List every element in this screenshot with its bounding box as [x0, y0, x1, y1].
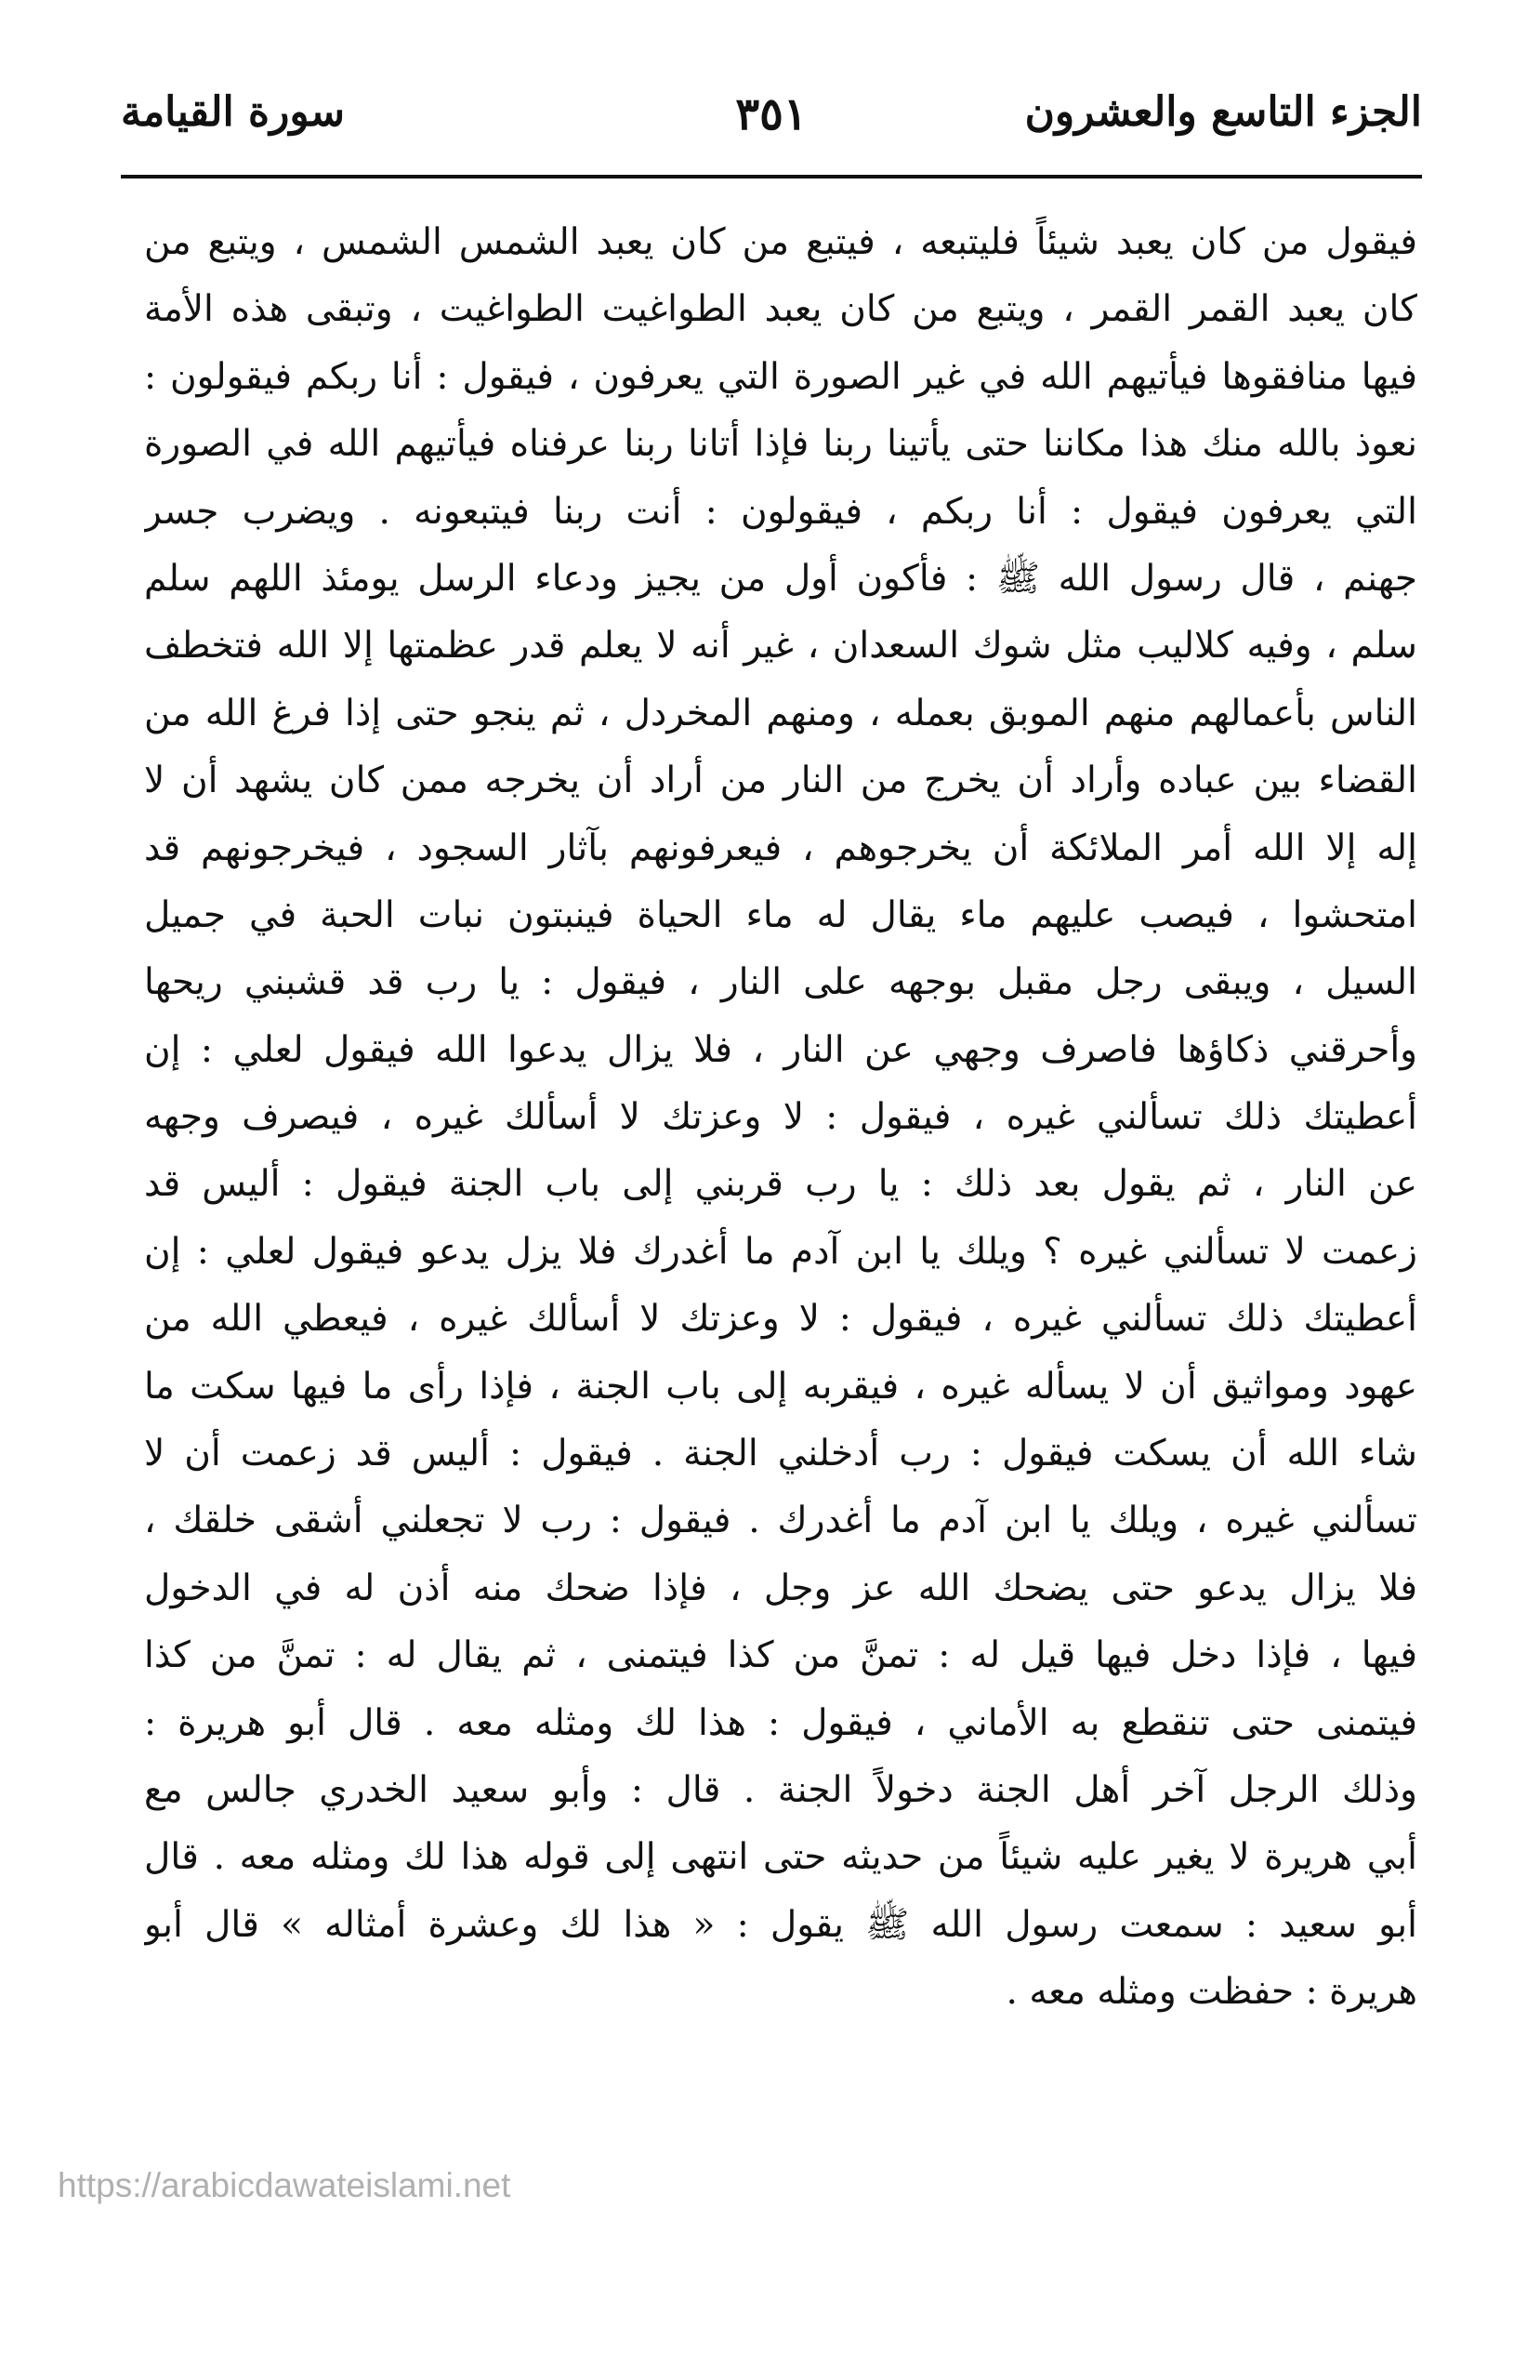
text-line: أبو سعيد : سمعت رسول الله ﷺ يقول : « هذا لك وعشرة أمثاله » قال أبو — [144, 1903, 1417, 1946]
text-line: فيها ، فإذا دخل فيها قيل له : تمنَّ من كذا فيتمنى ، ثم يقال له : تمنَّ من كذا — [144, 1634, 1417, 1677]
text-line: كان يعبد القمر القمر ، ويتبع من كان يعبد الطواغيت الطواغيت ، وتبقى هذه الأمة — [144, 288, 1417, 331]
text-line: أعطيتك ذلك تسألني غيره ، فيقول : لا وعزتك لا أسألك غيره ، فيصرف وجهه — [144, 1096, 1417, 1139]
text-line: وأحرقني ذكاؤها فاصرف وجهي عن النار ، فلا يزال يدعوا الله فيقول لعلي : إن — [144, 1028, 1417, 1071]
text-line: نعوذ بالله منك هذا مكاننا حتى يأتينا ربنا فإذا أتانا ربنا عرفناه فيأتيهم الله في الصورة — [144, 423, 1417, 466]
text-line: الناس بأعمالهم منهم الموبق بعمله ، ومنهم المخردل ، ثم ينجو حتى إذا فرغ الله من — [144, 692, 1417, 734]
text-line: هريرة : حفظت ومثله معه . — [1006, 1971, 1417, 2014]
text-line: فيقول من كان يعبد شيئاً فليتبعه ، فيتبع من كان يعبد الشمس الشمس ، ويتبع من — [144, 221, 1417, 263]
text-line: التي يعرفون فيقول : أنا ربكم ، فيقولون : أنت ربنا فيتبعونه . ويضرب جسر — [144, 490, 1417, 533]
main-text — [144, 209, 1417, 2027]
text-line: السيل ، ويبقى رجل مقبل بوجهه على النار ، فيقول : يا رب قد قشبني ريحها — [144, 961, 1417, 1004]
text-line: القضاء بين عباده وأراد أن يخرج من النار من أراد أن يخرجه ممن كان يشهد أن لا — [144, 760, 1417, 802]
surah-title: سورة القيامة — [121, 88, 345, 136]
text-line: زعمت لا تسألني غيره ؟ ويلك يا ابن آدم ما أغدرك فلا يزل يدعو فيقول لعلي : إن — [144, 1230, 1417, 1273]
text-line: عن النار ، ثم يقول بعد ذلك : يا رب قربني إلى باب الجنة فيقول : أليس قد — [144, 1163, 1417, 1206]
header-rule — [121, 175, 1422, 178]
text-line: أعطيتك ذلك تسألني غيره ، فيقول : لا وعزتك لا أسألك غيره ، فيعطي الله من — [144, 1298, 1417, 1341]
part-title: الجزء التاسع والعشرون — [1024, 88, 1422, 136]
text-line: إله إلا الله أمر الملائكة أن يخرجوهم ، فيعرفونهم بآثار السجود ، فيخرجونهم قد — [144, 826, 1417, 869]
text-line: سلم ، وفيه كلاليب مثل شوك السعدان ، غير أنه لا يعلم قدر عظمتها إلا الله فتخطف — [144, 625, 1417, 668]
text-line: عهود ومواثيق أن لا يسأله غيره ، فيقربه إلى باب الجنة ، فإذا رأى ما فيها سكت ما — [144, 1365, 1417, 1408]
text-line: فلا يزال يدعو حتى يضحك الله عز وجل ، فإذا ضحك منه أذن له في الدخول — [144, 1567, 1417, 1609]
text-line: جهنم ، قال رسول الله ﷺ : فأكون أول من يجيز ودعاء الرسل يومئذ اللهم سلم — [144, 557, 1417, 600]
text-line: فيتمنى حتى تنقطع به الأماني ، فيقول : هذا لك ومثله معه . قال أبو هريرة : — [144, 1701, 1417, 1744]
page-header — [121, 88, 1422, 172]
text-line: شاء الله أن يسكت فيقول : رب أدخلني الجنة . فيقول : أليس قد زعمت أن لا — [144, 1433, 1417, 1475]
watermark-url: https://arabicdawateislami.net — [58, 2166, 511, 2204]
page-number: ٣٥١ — [735, 88, 808, 140]
text-line: أبي هريرة لا يغير عليه شيئاً من حديثه حتى انتهى إلى قوله هذا لك ومثله معه . قال — [144, 1836, 1417, 1879]
text-line: وذلك الرجل آخر أهل الجنة دخولاً الجنة . قال : وأبو سعيد الخدري جالس مع — [144, 1768, 1417, 1811]
text-line: امتحشوا ، فيصب عليهم ماء يقال له ماء الحياة فينبتون نبات الحبة في جميل — [144, 893, 1417, 936]
text-line: فيها منافقوها فيأتيهم الله في غير الصورة التي يعرفون ، فيقول : أنا ربكم فيقولون : — [144, 355, 1417, 398]
text-line: تسألني غيره ، ويلك يا ابن آدم ما أغدرك . فيقول : رب لا تجعلني أشقى خلقك ، — [144, 1500, 1417, 1542]
